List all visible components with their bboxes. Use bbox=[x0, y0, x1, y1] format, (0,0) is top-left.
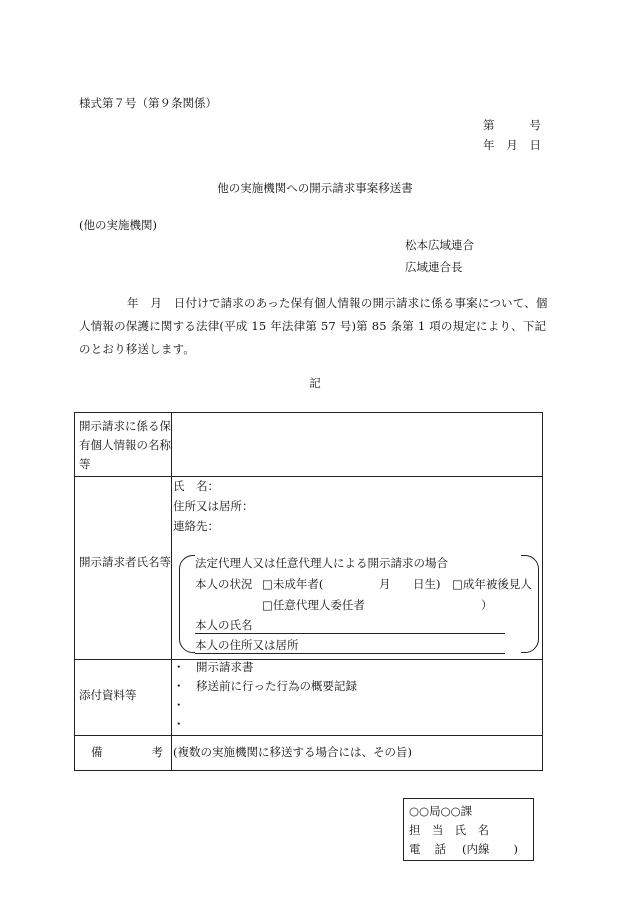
column-divider bbox=[171, 413, 172, 770]
sender-title: 広域連合長 bbox=[405, 260, 463, 274]
principal-name: 本人の氏名 bbox=[195, 618, 253, 632]
agent-title: 法定代理人又は任意代理人による開示請求の場合 bbox=[195, 556, 448, 570]
principal-name-underline bbox=[195, 633, 505, 634]
date-month: 月 bbox=[506, 138, 518, 152]
document-date bbox=[483, 139, 541, 153]
principal-address-underline bbox=[195, 653, 505, 654]
contact-person bbox=[409, 821, 489, 840]
doc-number-prefix: 第 bbox=[483, 118, 495, 132]
document-title: 他の実施機関への開示請求事案移送書 bbox=[217, 181, 413, 195]
remarks-label-1: 備 bbox=[91, 745, 103, 759]
label-attachments: 添付資料等 bbox=[79, 688, 137, 702]
phone-extension: (内線 bbox=[462, 842, 490, 856]
attachment-item: ・ bbox=[173, 698, 185, 712]
requester-contact: 連絡先： bbox=[173, 519, 219, 533]
attachment-item: ・ 移送前に行った行為の概要記録 bbox=[173, 679, 357, 693]
person-char: 当 bbox=[431, 823, 444, 837]
contact-box bbox=[403, 798, 534, 861]
minor-month: 月 bbox=[379, 577, 391, 591]
requester-address: 住所又は居所： bbox=[173, 499, 254, 513]
body-text: 年 月 日付けで請求のあった保有個人情報の開示請求に係る事案について、個人情報の保護に関する法律(平成 15 年法律第 57 号)第 85 条第 1 項の規定により、下記のとおり移送します。 bbox=[79, 296, 548, 356]
doc-number-suffix: 号 bbox=[529, 118, 541, 132]
transfer-table bbox=[74, 412, 543, 771]
phone-close: ) bbox=[513, 842, 518, 856]
remarks-text: (複数の実施機関に移送する場合には、その旨) bbox=[173, 745, 412, 759]
form-number: 様式第７号（第９条関係） bbox=[79, 96, 217, 110]
ki-heading: 記 bbox=[309, 376, 321, 390]
date-day: 日 bbox=[529, 138, 541, 152]
principal-status-label: 本人の状況 bbox=[195, 577, 253, 591]
person-char: 氏 bbox=[454, 823, 467, 837]
recipient: (他の実施機関) bbox=[79, 218, 157, 232]
principal-address: 本人の住所又は居所 bbox=[195, 638, 299, 652]
sender-org: 松本広域連合 bbox=[405, 238, 474, 252]
row-divider bbox=[75, 735, 542, 736]
contact-phone bbox=[409, 840, 528, 859]
row-divider bbox=[75, 476, 542, 477]
document-number bbox=[483, 119, 541, 133]
label-remarks bbox=[91, 743, 163, 762]
label-info-name: 開示請求に係る保有個人情報の名称等 bbox=[79, 419, 171, 471]
close-bracket: ） bbox=[481, 598, 493, 612]
attachment-item: ・ 開示請求書 bbox=[173, 660, 254, 674]
requester-name: 氏 名： bbox=[173, 479, 219, 493]
person-char: 担 bbox=[409, 823, 421, 837]
checkbox-minor: □未成年者( bbox=[262, 577, 324, 591]
attachment-item: ・ bbox=[173, 717, 185, 731]
phone-char: 話 bbox=[434, 842, 446, 856]
person-char: 名 bbox=[477, 823, 489, 837]
label-requester: 開示請求者氏名等 bbox=[79, 555, 171, 569]
phone-char: 電 bbox=[409, 842, 421, 856]
minor-day: 日生) bbox=[413, 577, 441, 591]
row-divider bbox=[75, 659, 542, 660]
remarks-label-2: 考 bbox=[151, 745, 163, 759]
checkbox-delegate: □任意代理人委任者 bbox=[262, 598, 365, 612]
date-year: 年 bbox=[483, 138, 495, 152]
checkbox-adult-ward: □成年被後見人 bbox=[452, 577, 532, 591]
contact-dept: ○○局○○課 bbox=[409, 804, 473, 818]
